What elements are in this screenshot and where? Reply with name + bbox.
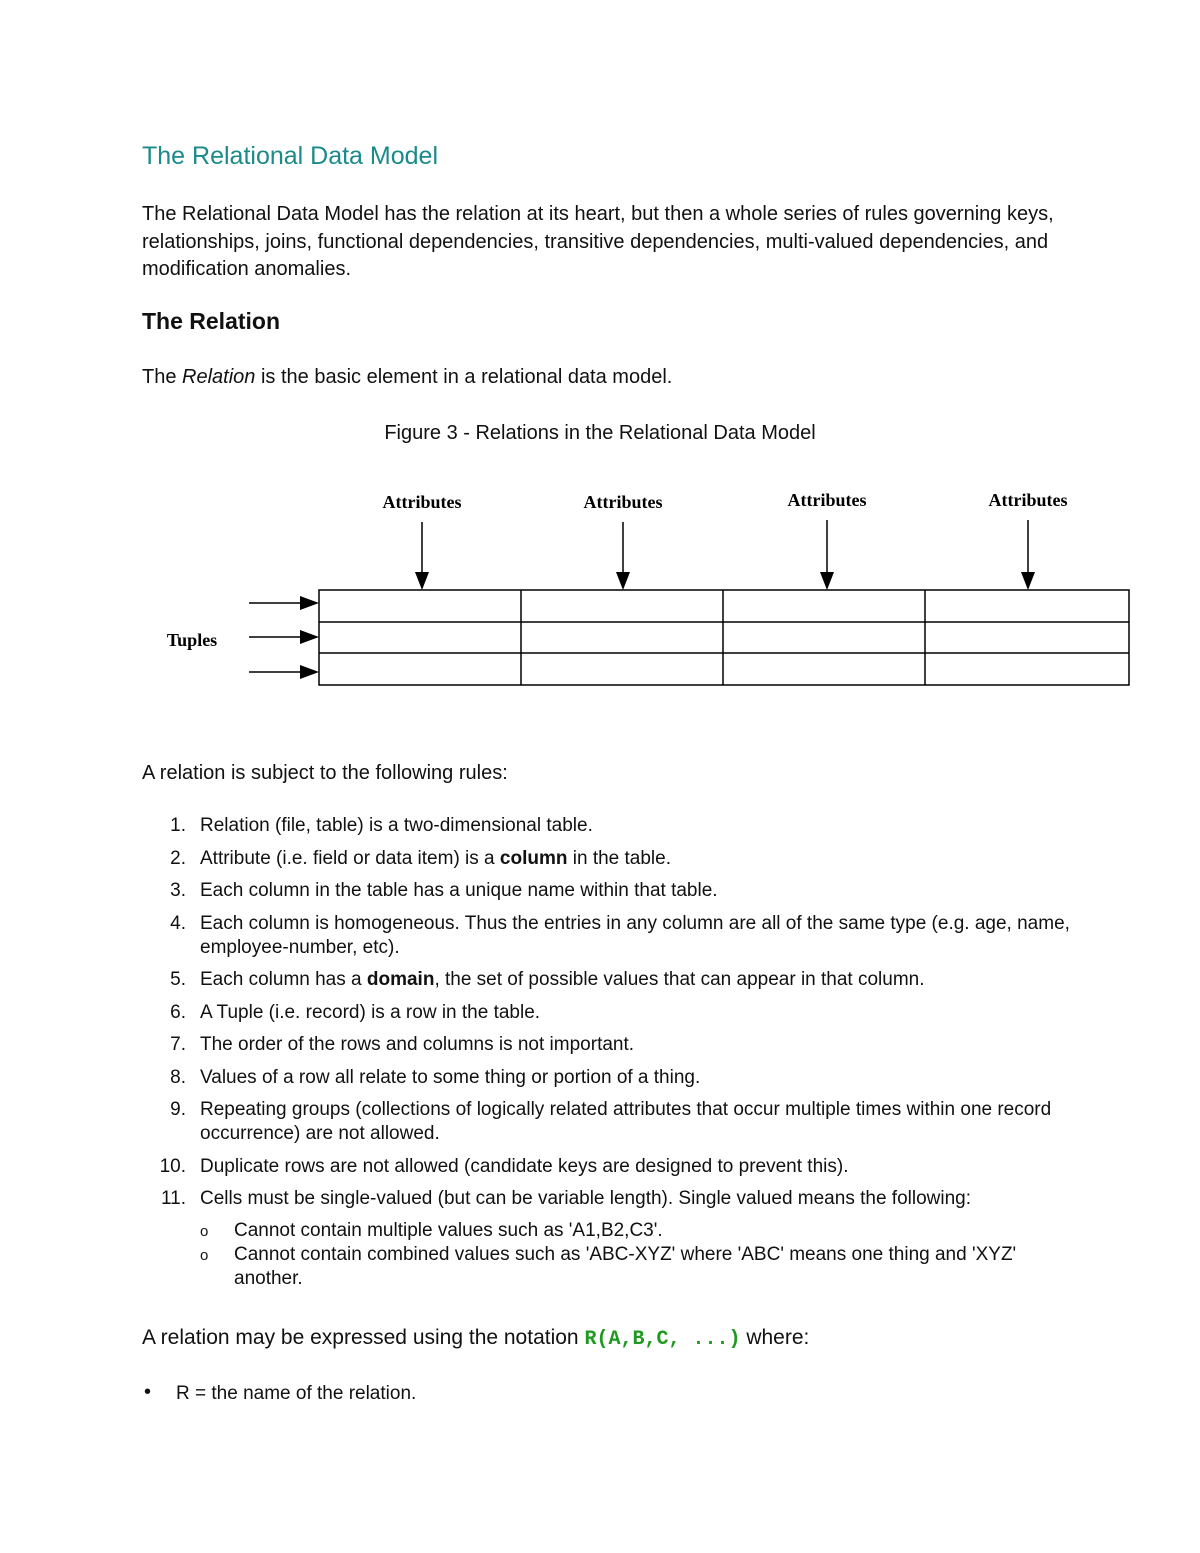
figure-caption: Figure 3 - Relations in the Relational Data Model: [384, 422, 816, 444]
list-item: [142, 847, 1082, 871]
list-number: 11.: [160, 1188, 186, 1209]
list-item: [142, 1187, 1082, 1291]
attribute-arrow: [415, 522, 429, 590]
list-item: [142, 912, 1082, 960]
rule-emphasis: column: [499, 847, 568, 869]
list-number: 5.: [170, 969, 186, 990]
list-item: [142, 968, 1082, 992]
relation-definition-start: The: [142, 366, 183, 388]
relation-table: [319, 590, 1129, 685]
attribute-label: Attributes: [583, 492, 663, 512]
list-item: [142, 1383, 416, 1405]
list-number: 4.: [170, 912, 186, 934]
rule-text: Values of a row all relate to some thing or portion of a thing.: [200, 1066, 701, 1088]
attribute-label: Attributes: [382, 492, 462, 512]
notation-definitions: [142, 1383, 416, 1405]
list-item: [142, 1001, 1082, 1025]
intro-paragraph: The Relational Data Model has the relation at its heart, but then a whole series of rules governing keys, relationships, joins, functional dependencies, transitive dependencies, multi-valued dependencies, and modification anomalies.: [142, 203, 1054, 280]
rule-text: A Tuple (i.e. record) is a row in the table.: [200, 1001, 541, 1023]
list-number: 6.: [170, 1001, 186, 1023]
list-number: 9.: [170, 1099, 186, 1120]
bullet-icon: •: [144, 1381, 152, 1403]
rule-text: Each column in the table has a unique name within that table.: [200, 880, 718, 901]
attribute-arrow: [820, 520, 834, 590]
rules-list: [142, 814, 1082, 1300]
notation-sentence: [142, 1326, 809, 1351]
list-item: [142, 814, 1082, 838]
tuple-arrow: [249, 665, 319, 679]
circle-bullet-icon: o: [200, 1223, 209, 1240]
relation-definition: [142, 366, 672, 389]
relation-definition-end: is the basic element in a relational data model.: [255, 366, 673, 388]
list-item: [142, 1155, 1082, 1179]
attribute-arrow: [1021, 520, 1035, 590]
rule-text: in the table.: [567, 847, 671, 869]
tuple-arrow: [249, 630, 319, 644]
list-number: 7.: [170, 1034, 186, 1055]
rule-text: The order of the rows and columns is not important.: [200, 1034, 635, 1055]
list-number: 3.: [170, 880, 186, 901]
sub-list: [200, 1219, 1082, 1291]
list-item: [142, 1066, 1082, 1090]
notation-code: R(A,B,C, ...): [584, 1328, 741, 1351]
list-number: 8.: [170, 1066, 186, 1088]
rules-intro: A relation is subject to the following rules:: [142, 762, 508, 784]
list-item: [142, 879, 1082, 903]
rule-text: Relation (file, table) is a two-dimensional table.: [200, 815, 593, 836]
page-title: The Relational Data Model: [142, 142, 438, 170]
rule-text: Duplicate rows are not allowed (candidate keys are designed to prevent this).: [200, 1155, 849, 1177]
relation-term: Relation: [182, 366, 256, 388]
circle-bullet-icon: o: [200, 1247, 209, 1264]
rule-text: Repeating groups (collections of logically related attributes that occur multiple times within one record occurrence) are not allowed.: [200, 1099, 1052, 1144]
tuple-arrow: [249, 596, 319, 610]
tuples-label: Tuples: [166, 630, 218, 650]
list-item: [142, 1033, 1082, 1057]
list-number: 1.: [170, 815, 186, 836]
list-number: 2.: [170, 847, 186, 869]
attribute-label: Attributes: [988, 490, 1068, 510]
relation-diagram: [0, 470, 1200, 700]
sub-list-item: [200, 1219, 1082, 1243]
list-item: [142, 1098, 1082, 1146]
rule-text: Cells must be single-valued (but can be variable length). Single valued means the following:: [200, 1188, 971, 1209]
rule-text: Each column has a: [200, 969, 367, 990]
rule-text: Attribute (i.e. field or data item) is a: [200, 847, 500, 869]
attribute-arrow: [616, 522, 630, 590]
sub-item-text: Cannot contain combined values such as 'ABC-XYZ' where 'ABC' means one thing and 'XYZ' another.: [234, 1244, 1017, 1289]
attribute-label: Attributes: [787, 490, 867, 510]
rule-text: Each column is homogeneous. Thus the entries in any column are all of the same type (e.g. age, name, employee-number, etc).: [200, 912, 1070, 958]
sub-list-item: [200, 1243, 1082, 1291]
section-heading: The Relation: [142, 308, 281, 334]
definition-text: R = the name of the relation.: [176, 1383, 417, 1404]
rule-emphasis: domain: [366, 969, 435, 990]
notation-text: A relation may be expressed using the notation: [142, 1326, 585, 1349]
notation-text: where:: [740, 1326, 810, 1349]
sub-item-text: Cannot contain multiple values such as 'A1,B2,C3'.: [234, 1220, 663, 1241]
list-number: 10.: [159, 1155, 186, 1177]
rule-text: , the set of possible values that can appear in that column.: [434, 969, 925, 990]
